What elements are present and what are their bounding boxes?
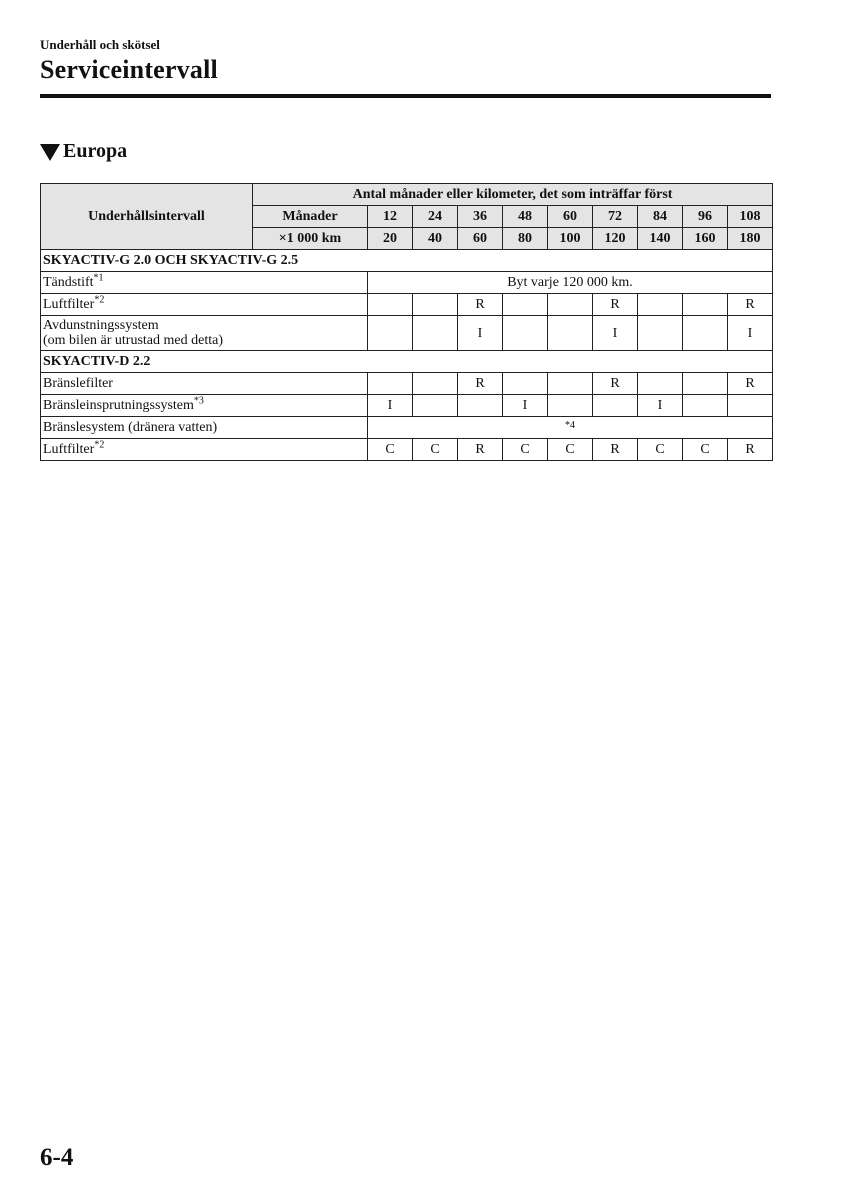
item-footnote-ref: *2 — [94, 439, 105, 451]
item-name-text: Luftfilter — [43, 442, 95, 457]
schedule-cell: R — [458, 439, 503, 461]
item-name — [41, 316, 368, 351]
schedule-cell — [503, 373, 548, 395]
schedule-cell — [413, 395, 458, 417]
month-header: 84 — [638, 206, 683, 228]
schedule-cell — [638, 316, 683, 351]
item-footnote-ref: *2 — [94, 294, 105, 306]
group-row — [41, 351, 773, 373]
item-name — [41, 294, 368, 316]
title-rule — [40, 94, 771, 98]
schedule-cell — [683, 294, 728, 316]
item-footnote-ref: *1 — [93, 272, 104, 284]
schedule-cell — [683, 395, 728, 417]
table-row — [41, 316, 773, 351]
triangle-down-icon — [40, 144, 60, 161]
schedule-cell: R — [593, 439, 638, 461]
km-header: 120 — [593, 228, 638, 250]
schedule-cell — [683, 373, 728, 395]
schedule-cell — [413, 316, 458, 351]
item-name-text: Avdunstningssystem — [43, 318, 159, 333]
schedule-cell: C — [683, 439, 728, 461]
km-label: ×1 000 km — [253, 228, 368, 250]
schedule-cell: R — [458, 373, 503, 395]
table-header-row — [41, 184, 773, 206]
table-row — [41, 373, 773, 395]
month-header: 48 — [503, 206, 548, 228]
subheading-text: Europa — [63, 140, 128, 162]
km-header: 180 — [728, 228, 773, 250]
schedule-cell — [683, 316, 728, 351]
schedule-cell — [548, 316, 593, 351]
schedule-cell: I — [593, 316, 638, 351]
page-title: Serviceintervall — [40, 55, 218, 84]
month-header: 12 — [368, 206, 413, 228]
item-name-text: Bränslefilter — [43, 376, 113, 391]
schedule-cell — [413, 294, 458, 316]
months-label: Månader — [253, 206, 368, 228]
subheading — [40, 140, 127, 163]
item-name-text: Tändstift — [43, 275, 94, 290]
km-header: 140 — [638, 228, 683, 250]
schedule-cell — [548, 373, 593, 395]
group-row — [41, 250, 773, 272]
schedule-cell: C — [638, 439, 683, 461]
month-header: 72 — [593, 206, 638, 228]
table-row — [41, 417, 773, 439]
schedule-cell: I — [503, 395, 548, 417]
span-cell: Byt varje 120 000 km. — [368, 272, 773, 294]
page-number: 6-4 — [40, 1144, 74, 1171]
table-row — [41, 395, 773, 417]
schedule-cell — [368, 316, 413, 351]
group-title: SKYACTIV-D 2.2 — [41, 351, 773, 373]
schedule-cell: I — [728, 316, 773, 351]
km-header: 160 — [683, 228, 728, 250]
schedule-cell: R — [593, 373, 638, 395]
item-name-text: Bränsleinsprutningssystem — [43, 398, 194, 413]
schedule-cell — [593, 395, 638, 417]
item-name — [41, 272, 368, 294]
schedule-cell — [548, 395, 593, 417]
month-header: 96 — [683, 206, 728, 228]
schedule-cell: C — [503, 439, 548, 461]
service-interval-table — [40, 183, 773, 461]
schedule-cell — [413, 373, 458, 395]
schedule-cell: R — [458, 294, 503, 316]
schedule-cell: C — [413, 439, 458, 461]
month-header: 108 — [728, 206, 773, 228]
schedule-cell: C — [548, 439, 593, 461]
schedule-cell: C — [368, 439, 413, 461]
km-header: 60 — [458, 228, 503, 250]
section-label: Underhåll och skötsel — [40, 37, 160, 52]
item-footnote-ref: *3 — [193, 395, 204, 407]
item-name — [41, 373, 368, 395]
schedule-cell: R — [728, 294, 773, 316]
schedule-cell — [503, 294, 548, 316]
schedule-cell: R — [593, 294, 638, 316]
schedule-cell: R — [728, 373, 773, 395]
km-header: 40 — [413, 228, 458, 250]
item-name-text: Luftfilter — [43, 297, 95, 312]
schedule-cell — [368, 373, 413, 395]
schedule-cell — [548, 294, 593, 316]
schedule-cell — [368, 294, 413, 316]
schedule-cell: I — [638, 395, 683, 417]
km-header: 80 — [503, 228, 548, 250]
table-row — [41, 272, 773, 294]
item-name-text: Bränslesystem (dränera vatten) — [43, 420, 218, 435]
table-row — [41, 439, 773, 461]
month-header: 24 — [413, 206, 458, 228]
item-name — [41, 395, 368, 417]
schedule-cell: R — [728, 439, 773, 461]
item-name — [41, 439, 368, 461]
schedule-cell: I — [458, 316, 503, 351]
item-name — [41, 417, 368, 439]
table-row — [41, 294, 773, 316]
interval-label: Underhållsintervall — [41, 184, 253, 250]
span-cell: *4 — [368, 415, 773, 437]
schedule-cell — [458, 395, 503, 417]
span-header: Antal månader eller kilometer, det som inträffar först — [253, 184, 773, 206]
month-header: 60 — [548, 206, 593, 228]
month-header: 36 — [458, 206, 503, 228]
schedule-cell — [728, 395, 773, 417]
schedule-cell — [503, 316, 548, 351]
km-header: 20 — [368, 228, 413, 250]
km-header: 100 — [548, 228, 593, 250]
group-title: SKYACTIV-G 2.0 OCH SKYACTIV-G 2.5 — [41, 250, 773, 272]
schedule-cell — [638, 373, 683, 395]
schedule-cell: I — [368, 395, 413, 417]
item-name-subtext: (om bilen är utrustad med detta) — [43, 333, 223, 348]
schedule-cell — [638, 294, 683, 316]
